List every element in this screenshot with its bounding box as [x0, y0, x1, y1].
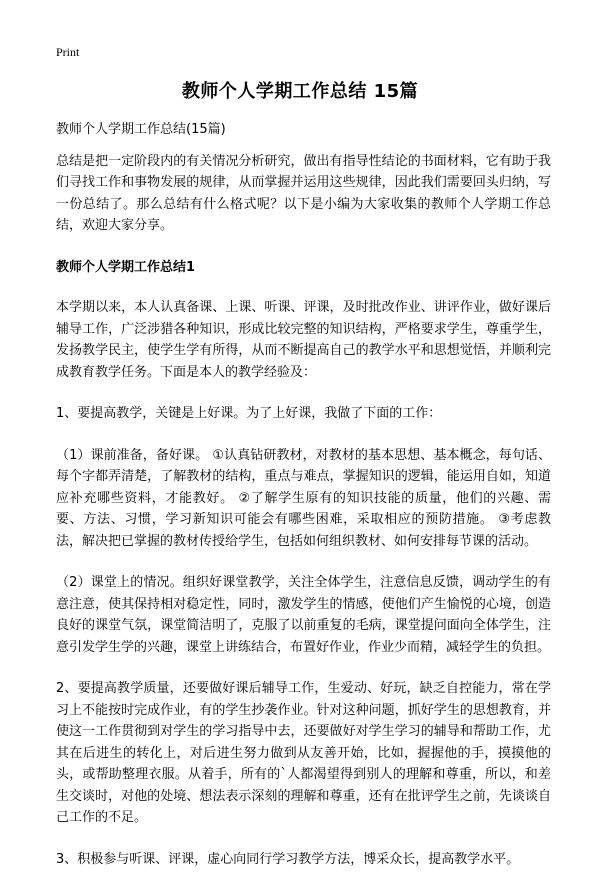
body-paragraph: 2、要提高教学质量，还要做好课后辅导工作，生爱动、好玩，缺乏自控能力，常在学习上不能按时完成作业，有的学生抄袭作业。针对这种问题，抓好学生的思想教育，并使这一工作贯彻到对学生的学习指导中去，还要做好对学生学习的辅导和帮助工作，尤其在后进生的转化上，对后进生努力做到从友善开始，比如，握握他的手，摸摸他的头，或帮助整理衣服。从着手，所有的`人都渴望得到别人的理解和尊重，所以，和差生交谈时，对他的处境、想法表示深刻的理解和尊重，还有在批评学生之前，先谈谈自己工作的不足。: [56, 681, 551, 825]
intro-paragraph: 总结是把一定阶段内的有关情况分析研究，做出有指导性结论的书面材料，它有助于我们寻找工作和事物发展的规律，从而掌握并运用这些规律，因此我们需要回头归纳，写一份总结了。那么总结有什么格式呢？以下是小编为大家收集的教师个人学期工作总结，欢迎大家分享。: [56, 153, 551, 233]
body-paragraph: （1）课前准备，备好课。 ①认真钻研教材，对教材的基本思想、基本概念，每句话、每个字都弄清楚，了解教材的结构，重点与难点，掌握知识的逻辑，能运用自如，知道应补充哪些资料，才能教好。 ②了解学生原有的知识技能的质量，他们的兴趣、需要、方法、习惯，学习新知识可能会有哪些困难，采取相应的预防措施。 ③考虑教法，解决把已掌握的教材传授给学生，包括如何组织教材、如何安排每节课的活动。: [56, 447, 551, 549]
section-heading: 教师个人学期工作总结1: [56, 259, 196, 275]
article-body: [56, 119, 551, 890]
body-paragraph: 本学期以来，本人认真备课、上课、听课、评课，及时批改作业、讲评作业，做好课后辅导工作，广泛涉猎各种知识，形成比较完整的知识结构，严格要求学生，尊重学生，发扬教学民主，使学生学有所得，从而不断提高自己的教学水平和思想觉悟，并顺利完成教育教学任务。下面是本人的教学经验及：: [56, 300, 551, 380]
body-paragraph: 1、要提高教学，关键是上好课。为了上好课，我做了下面的工作：: [56, 406, 442, 421]
body-paragraph: （2）课堂上的情况。组织好课堂教学，关注全体学生，注意信息反馈，调动学生的有意注意，使其保持相对稳定性，同时，激发学生的情感，使他们产生愉悦的心境，创造良好的课堂气氛，课堂简洁明了，克服了以前重复的毛病，课堂提问面向全体学生，注意引发学生学的兴趣，课堂上讲练结合，布置好作业，作业少而精，减轻学生的负担。: [56, 575, 551, 655]
page-title: 教师个人学期工作总结 15篇: [181, 81, 419, 102]
body-paragraph: 3、积极参与听课、评课，虚心向同行学习教学方法，博采众长，提高教学水平。: [56, 851, 520, 867]
document-subtitle: 教师个人学期工作总结(15篇): [56, 122, 226, 137]
print-link[interactable]: Print: [56, 45, 80, 59]
